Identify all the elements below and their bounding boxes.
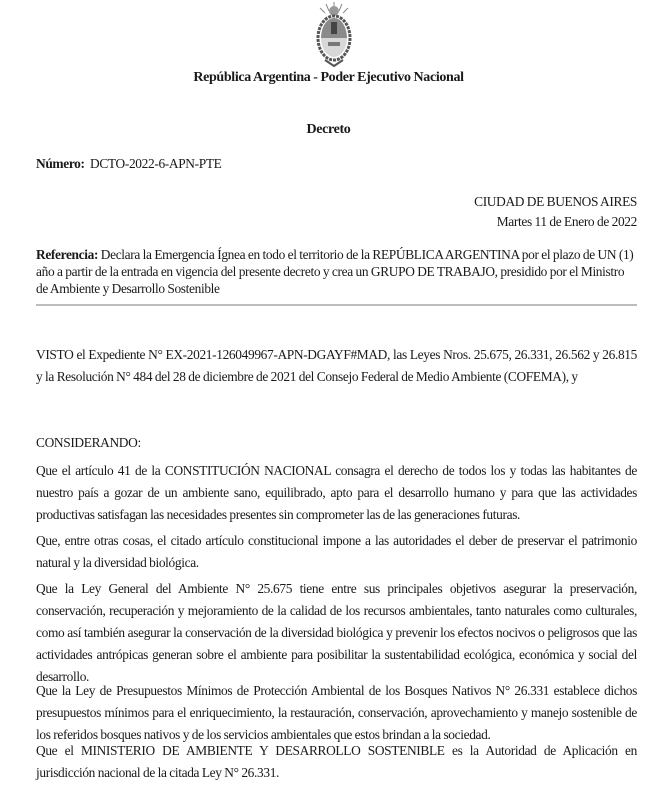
reference bbox=[36, 246, 637, 297]
paragraph: Que el artículo 41 de la CONSTITUCIÓN NACIONAL consagra el derecho de todos los y todas las habitantes de nuestro país a gozar de un ambiente sano, equilibrado, apto para el desarrollo humano y para que las actividades productivas satisfagan las necesidades presentes sin comprometer las de las generaciones futuras. bbox=[36, 463, 637, 522]
number-value: DCTO-2022-6-APN-PTE bbox=[90, 156, 222, 171]
considerando-heading: CONSIDERANDO: bbox=[36, 435, 141, 450]
visto-paragraph: VISTO el Expediente N° EX-2021-126049967-APN-DGAYF#MAD, las Leyes Nros. 25.675, 26.331, 26.562 y 26.815 y la Resolución N° 484 del 28 de diciembre de 2021 del Consejo Federal de Medio Ambiente (COFEMA), y bbox=[36, 347, 637, 384]
reference-label: Referencia: bbox=[36, 247, 99, 262]
coat-of-arms-icon bbox=[309, 0, 359, 68]
paragraph: Que el MINISTERIO DE AMBIENTE Y DESARROLLO SOSTENIBLE es la Autoridad de Aplicación en jurisdicción nacional de la citada Ley N° 26.331. bbox=[36, 743, 637, 780]
document-header-title: República Argentina - Poder Ejecutivo Nacional bbox=[193, 70, 464, 85]
paragraph: Que, entre otras cosas, el citado artículo constitucional impone a las autoridades el deber de preservar el patrimonio natural y la diversidad biológica. bbox=[36, 533, 637, 570]
document-number bbox=[36, 156, 222, 172]
number-label: Número: bbox=[36, 156, 85, 171]
paragraph: Que la Ley General del Ambiente N° 25.675 tiene entre sus principales objetivos asegurar la preservación, conservación, recuperación y mejoramiento de la calidad de los recursos ambientales, tanto naturales como culturales, como así también asegurar la conservación de la diversidad biológica y prevenir los efectos nocivos o peligrosos que las actividades antrópicas generan sobre el ambiente para posibilitar la sustentabilidad ecológica, económica y social del desarrollo. bbox=[36, 581, 637, 684]
city: CIUDAD DE BUENOS AIRES bbox=[474, 194, 637, 209]
paragraph: Que la Ley de Presupuestos Mínimos de Protección Ambiental de los Bosques Nativos N° 26.331 establece dichos presupuestos mínimos para el enriquecimiento, la restauración, conservación, aprovechamiento y manejo sostenible de los referidos bosques nativos y de los servicios ambientales que estos brindan a la sociedad. bbox=[36, 683, 637, 742]
date: Martes 11 de Enero de 2022 bbox=[496, 214, 637, 229]
document-type: Decreto bbox=[306, 122, 351, 137]
reference-text: Declara la Emergencia Ígnea en todo el territorio de la REPÚBLICA ARGENTINA por el plazo de UN (1) año a partir de la entrada en vigencia del presente decreto y crea un GRUPO DE TRABAJO, presidido por el Ministro de Ambiente y Desarrollo Sostenible bbox=[36, 247, 634, 296]
divider bbox=[36, 304, 637, 306]
